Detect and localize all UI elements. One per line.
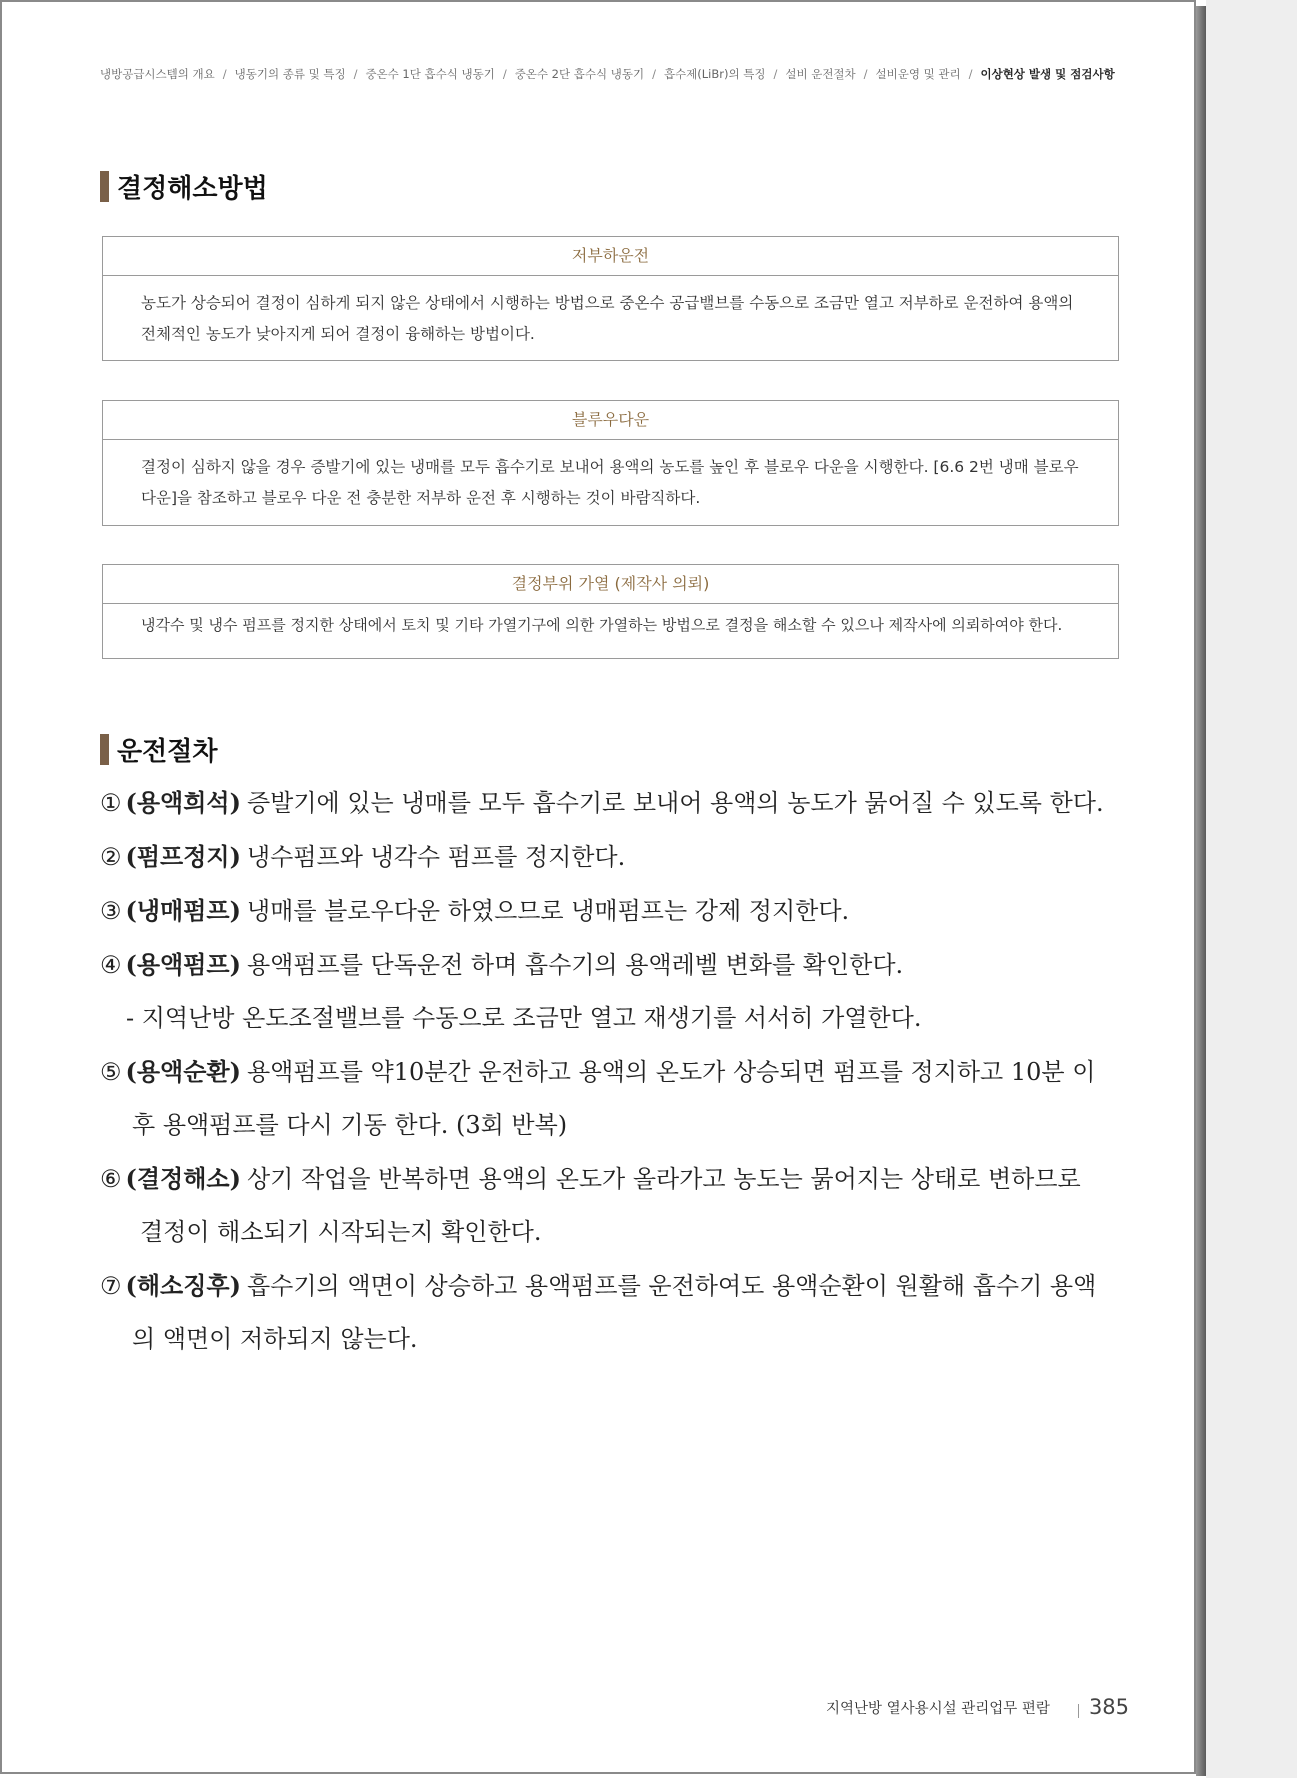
breadcrumb-separator: / <box>222 67 227 81</box>
description-line: 결정이 심하지 않을 경우 증발기에 있는 냉매를 모두 흡수기로 보내어 용액의 농도를 높인 후 블로우 다운을 시행한다. [6.6 2번 냉매 블로우 <box>141 458 1079 476</box>
step-number: ⑦ <box>100 1272 122 1300</box>
section-title: 운전절차 <box>117 737 218 767</box>
step-keyword: (펌프정지) <box>125 842 241 871</box>
method-box-heating <box>102 564 1119 659</box>
breadcrumb-separator: / <box>353 67 358 81</box>
step-text: 상기 작업을 반복하면 용액의 온도가 올라가고 농도는 묽어지는 상태로 변하므로 <box>246 1165 1081 1193</box>
page-edge <box>1196 6 1206 1776</box>
section-heading-procedure <box>100 731 217 768</box>
breadcrumb-separator: / <box>863 67 868 81</box>
step-keyword: (용액펌프) <box>125 950 241 979</box>
breadcrumb-separator: / <box>652 67 656 81</box>
footer-divider <box>1078 1704 1079 1718</box>
procedure-step <box>100 884 1122 938</box>
breadcrumb-item[interactable]: 설비 운전절차 <box>785 67 856 81</box>
page-number: 385 <box>1088 1695 1130 1719</box>
breadcrumb-item[interactable]: 흡수제(LiBr)의 특징 <box>663 67 766 81</box>
breadcrumb-item[interactable]: 중온수 2단 흡수식 냉동기 <box>514 67 645 81</box>
step-text: 용액펌프를 단독운전 하며 흡수기의 용액레벨 변화를 확인한다. <box>246 951 904 979</box>
method-title: 블루우다운 <box>103 401 1118 440</box>
heading-marker <box>100 171 109 202</box>
step-number: ⑤ <box>100 1058 122 1086</box>
section-heading-crystal-resolution <box>100 168 268 205</box>
section-title: 결정해소방법 <box>117 174 268 204</box>
method-title: 저부하운전 <box>103 237 1118 276</box>
procedure-step <box>100 1045 1122 1099</box>
step-number: ③ <box>100 897 122 925</box>
procedure-steps <box>100 776 1122 1366</box>
method-description <box>103 276 1118 363</box>
breadcrumb-item[interactable]: 냉방공급시스템의 개요 <box>100 67 215 81</box>
procedure-step <box>100 938 1122 992</box>
method-description <box>103 440 1118 527</box>
step-text: 냉매를 블로우다운 하였으므로 냉매펌프는 강제 정지한다. <box>246 897 850 925</box>
method-title: 결정부위 가열 (제작사 의뢰) <box>103 565 1118 604</box>
breadcrumb-item[interactable]: 설비운영 및 관리 <box>875 67 961 81</box>
background-margin <box>1206 0 1297 1778</box>
book-title: 지역난방 열사용시설 관리업무 편람 <box>826 1701 1050 1717</box>
method-box-blowdown <box>102 400 1119 526</box>
procedure-subitem: - 지역난방 온도조절밸브를 수동으로 조금만 열고 재생기를 서서히 가열한다. <box>126 1004 922 1032</box>
method-description <box>103 604 1118 654</box>
description-line: 전체적인 농도가 낮아지게 되어 결정이 융해하는 방법이다. <box>141 325 535 343</box>
step-keyword: (해소징후) <box>125 1271 241 1300</box>
step-keyword: (용액순환) <box>125 1057 241 1086</box>
breadcrumb <box>100 66 1120 82</box>
procedure-step <box>100 1152 1122 1206</box>
step-continuation: 결정이 해소되기 시작되는지 확인한다. <box>140 1218 542 1246</box>
breadcrumb-item-current[interactable]: 이상현상 발생 및 점검사항 <box>980 67 1115 81</box>
step-keyword: (용액희석) <box>125 788 241 817</box>
description-line: 농도가 상승되어 결정이 심하게 되지 않은 상태에서 시행하는 방법으로 중온수 공급밸브를 수동으로 조금만 열고 저부하로 운전하여 용액의 <box>141 294 1074 312</box>
step-continuation: 의 액면이 저하되지 않는다. <box>132 1325 418 1353</box>
step-text: 증발기에 있는 냉매를 모두 흡수기로 보내어 용액의 농도가 묽어질 수 있도록 한다. <box>246 789 1104 817</box>
step-continuation: 후 용액펌프를 다시 기동 한다. (3회 반복) <box>132 1111 568 1139</box>
procedure-step <box>100 1259 1122 1313</box>
step-number: ② <box>100 843 122 871</box>
step-number: ④ <box>100 951 122 979</box>
step-number: ⑥ <box>100 1165 122 1193</box>
description-line: 냉각수 및 냉수 펌프를 정지한 상태에서 토치 및 기타 가열기구에 의한 가열하는 방법으로 결정을 해소할 수 있으나 제작사에 의뢰하여야 한다. <box>141 616 1063 634</box>
procedure-step <box>100 830 1122 884</box>
step-keyword: (결정해소) <box>125 1164 241 1193</box>
step-text: 냉수펌프와 냉각수 펌프를 정지한다. <box>246 843 626 871</box>
step-text: 용액펌프를 약10분간 운전하고 용액의 온도가 상승되면 펌프를 정지하고 10분 이 <box>246 1058 1096 1086</box>
method-box-low-load <box>102 236 1119 361</box>
breadcrumb-item[interactable]: 냉동기의 종류 및 특징 <box>234 67 346 81</box>
breadcrumb-separator: / <box>773 67 778 81</box>
breadcrumb-item[interactable]: 중온수 1단 흡수식 냉동기 <box>365 67 495 81</box>
breadcrumb-separator: / <box>968 67 973 81</box>
heading-marker <box>100 734 109 765</box>
description-line: 다운]을 참조하고 블로우 다운 전 충분한 저부하 운전 후 시행하는 것이 바람직하다. <box>141 489 701 507</box>
step-number: ① <box>100 789 122 817</box>
breadcrumb-separator: / <box>502 67 507 81</box>
page-footer <box>826 1697 1129 1718</box>
step-keyword: (냉매펌프) <box>125 896 241 925</box>
procedure-step <box>100 776 1122 830</box>
step-text: 흡수기의 액면이 상승하고 용액펌프를 운전하여도 용액순환이 원활해 흡수기 용액 <box>246 1272 1097 1300</box>
